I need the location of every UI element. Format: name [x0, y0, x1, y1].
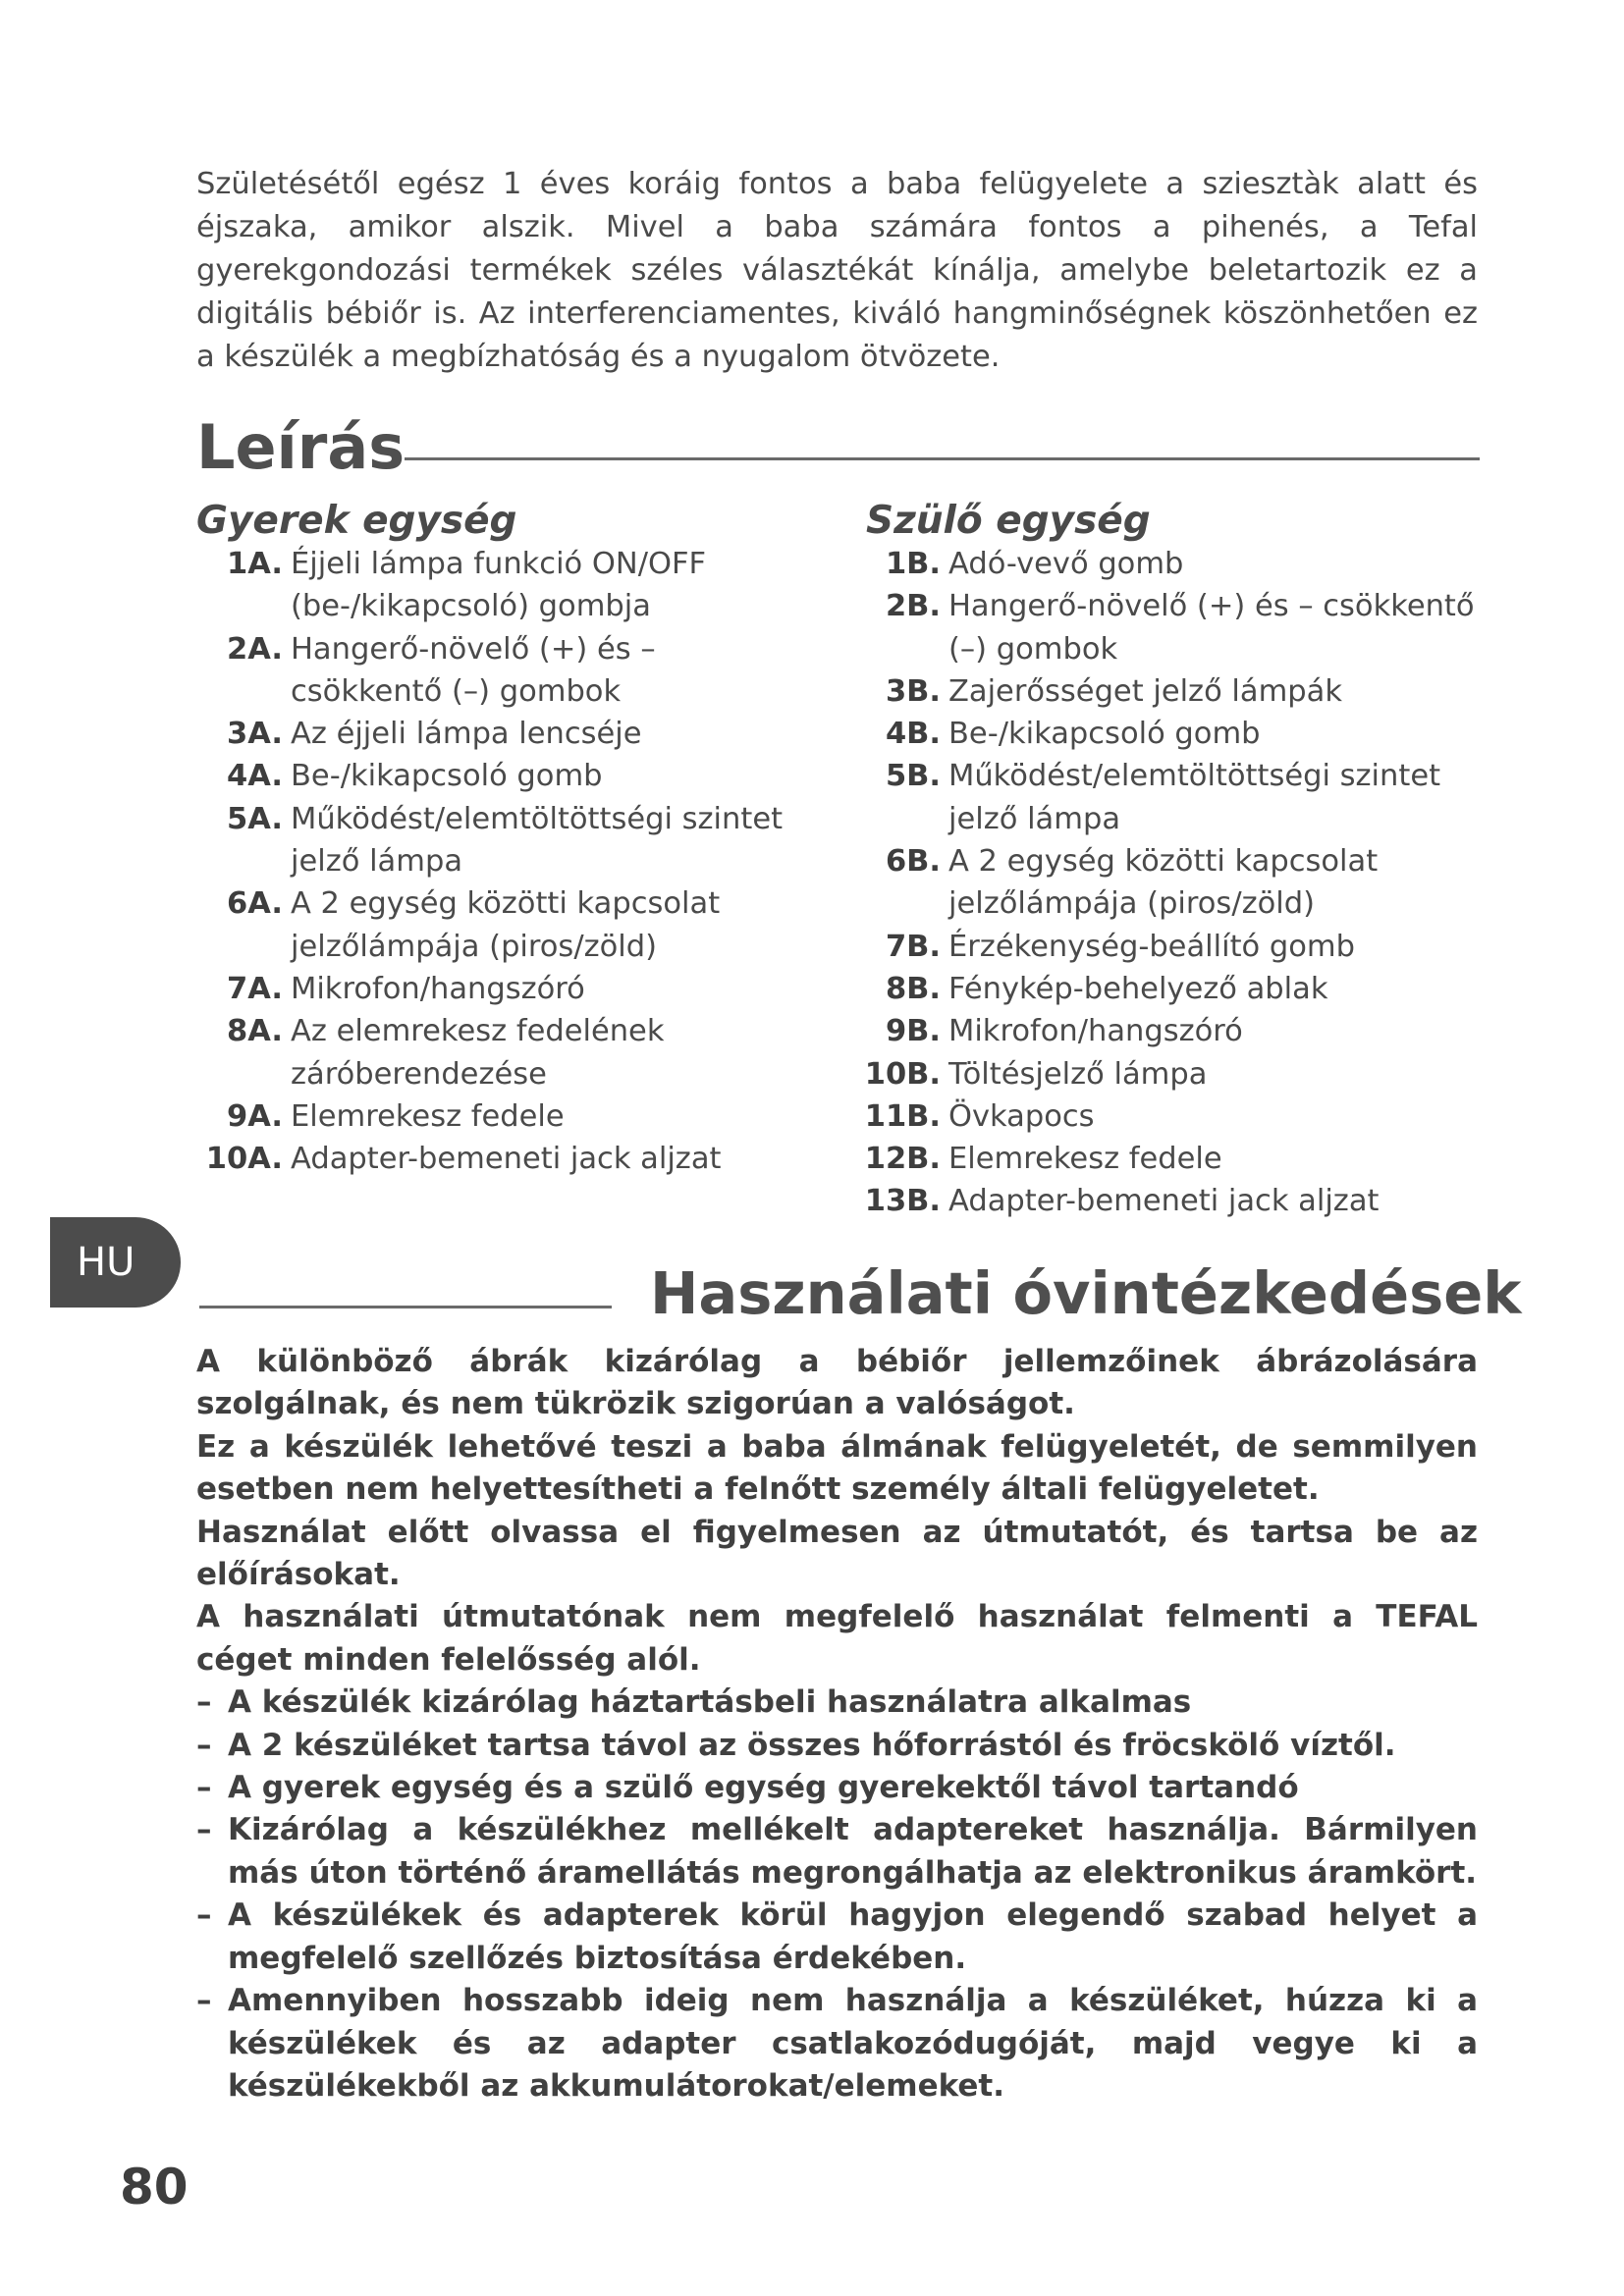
- item-code: 10B.: [864, 1056, 941, 1092]
- item-text: Elemrekesz fedele: [291, 1098, 565, 1134]
- item-code: 9B.: [885, 1014, 941, 1049]
- item-text: Az elemrekesz fedelének záróberendezése: [291, 1014, 665, 1092]
- child-unit-title: Gyerek egység: [196, 499, 517, 543]
- intro-paragraph: Születésétől egész 1 éves koráig fontos a baba felügyelete a sziesztàk alatt és éjszaka, amikor alszik. Mivel a baba számára fontos a pihenés, a Tefal gyerekgondozási termékek széles választékát kínálja, amelybe beletartozik ez a digitális bébiőr is. Az interferenciamentes, kiváló hangminőségnek köszönhetően ez a készülék a megbízhatóság és a nyugalom ötvözete.: [196, 167, 1478, 374]
- item-code: 3A.: [227, 717, 283, 752]
- item-text: Adapter-bemeneti jack aljzat: [291, 1142, 722, 1177]
- item-text: Az éjjeli lámpa lencséje: [291, 717, 642, 752]
- list-item: [854, 1138, 1483, 1180]
- precaution-bullets: [196, 1682, 1478, 2108]
- dash-marker: –: [196, 1812, 212, 1848]
- bullet-item: [196, 1809, 1478, 1895]
- list-item: [854, 1180, 1483, 1222]
- item-code: 10A.: [205, 1142, 283, 1177]
- item-code: 7B.: [885, 929, 941, 964]
- list-item: [854, 585, 1483, 670]
- precaution-paragraph: Használat előtt olvassa el figyelmesen az útmutatót, és tartsa be az előírásokat.: [196, 1514, 1478, 1593]
- page-number: 80: [120, 2159, 189, 2216]
- item-code: 8A.: [227, 1014, 283, 1049]
- item-text: Töltésjelző lámpa: [948, 1056, 1208, 1092]
- dash-marker: –: [196, 1770, 212, 1806]
- item-text: Működést/elemtöltöttségi szintet jelző lámpa: [291, 801, 784, 880]
- item-code: 11B.: [864, 1098, 941, 1134]
- item-text: Övkapocs: [948, 1098, 1095, 1134]
- list-item: [854, 840, 1483, 926]
- item-text: Mikrofon/hangszóró: [291, 971, 585, 1006]
- item-text: A 2 egység közötti kapcsolat jelzőlámpája (piros/zöld): [948, 844, 1379, 922]
- parent-unit-list: [854, 543, 1483, 1223]
- precautions-body: [196, 1341, 1478, 2108]
- item-code: 1B.: [885, 547, 941, 581]
- description-heading: Leírás: [196, 411, 406, 483]
- dash-marker: –: [196, 1727, 212, 1763]
- dash-marker: –: [196, 1983, 212, 2019]
- list-item: [196, 1010, 805, 1095]
- list-item: [854, 713, 1483, 755]
- item-code: 1A.: [227, 547, 283, 581]
- bullet-text: A gyerek egység és a szülő egység gyerekektől távol tartandó: [228, 1770, 1299, 1806]
- precaution-paragraph: A használati útmutatónak nem megfelelő használat felmenti a TEFAL céget minden felelősség alól.: [196, 1599, 1478, 1678]
- bullet-item: [196, 1767, 1478, 1809]
- item-text: Éjjeli lámpa funkció ON/OFF (be-/kikapcsoló) gombja: [291, 547, 707, 624]
- precaution-paragraph: Ez a készülék lehetővé teszi a baba álmának felügyeletét, de semmilyen esetben nem helyettesítheti a felnőtt személy általi felügyeletet.: [196, 1428, 1478, 1508]
- item-code: 4A.: [227, 759, 283, 794]
- item-text: Működést/elemtöltöttségi szintet jelző lámpa: [948, 759, 1441, 836]
- list-item: [854, 968, 1483, 1010]
- list-item: [854, 926, 1483, 968]
- child-unit-list: [196, 543, 805, 1180]
- list-item: [196, 755, 805, 797]
- list-item: [196, 543, 805, 628]
- list-item: [196, 798, 805, 883]
- language-tab: HU: [50, 1217, 181, 1308]
- item-code: 3B.: [885, 673, 941, 709]
- item-text: Elemrekesz fedele: [948, 1142, 1222, 1177]
- bullet-item: [196, 1682, 1478, 1724]
- list-item: [196, 882, 805, 968]
- list-item: [854, 1095, 1483, 1138]
- list-item: [196, 1095, 805, 1138]
- bullet-text: Amennyiben hosszabb ideig nem használja a készüléket, húzza ki a készülékek és az adapter csatlakozódugóját, majd vegye ki a készülékekből az akkumulátorokat/elemeket.: [228, 1983, 1478, 2104]
- item-code: 7A.: [227, 971, 283, 1006]
- item-code: 2B.: [885, 589, 941, 624]
- item-code: 12B.: [864, 1142, 941, 1177]
- list-item: [196, 1138, 805, 1180]
- list-item: [854, 543, 1483, 585]
- list-item: [196, 628, 805, 714]
- item-text: Fénykép-behelyező ablak: [948, 971, 1328, 1006]
- bullet-text: Kizárólag a készülékhez mellékelt adaptereket használja. Bármilyen más úton történő áramellátás megrongálhatja az elektronikus áramkört.: [228, 1812, 1478, 1891]
- item-text: Hangerő-növelő (+) és – csökkentő (–) gombok: [291, 631, 656, 709]
- item-code: 13B.: [864, 1184, 941, 1219]
- item-text: Hangerő-növelő (+) és – csökkentő (–) gombok: [948, 589, 1475, 667]
- list-item: [854, 1053, 1483, 1095]
- precaution-paragraph: A különböző ábrák kizárólag a bébiőr jellemzőinek ábrázolására szolgálnak, és nem tükrözik szigorúan a valóságot.: [196, 1344, 1478, 1422]
- item-text: Mikrofon/hangszóró: [948, 1014, 1243, 1049]
- parent-unit-title: Szülő egység: [866, 499, 1151, 543]
- precautions-heading: Használati óvintézkedések: [650, 1259, 1522, 1327]
- item-code: 4B.: [885, 717, 941, 752]
- description-heading-rule: [405, 457, 1480, 460]
- item-text: A 2 egység közötti kapcsolat jelzőlámpája (piros/zöld): [291, 886, 721, 964]
- item-code: 6A.: [227, 886, 283, 922]
- item-code: 9A.: [227, 1098, 283, 1134]
- item-text: Zajerősséget jelző lámpák: [948, 673, 1343, 709]
- list-item: [854, 755, 1483, 840]
- item-code: 5A.: [227, 801, 283, 836]
- item-text: Be-/kikapcsoló gomb: [291, 759, 603, 794]
- dash-marker: –: [196, 1897, 212, 1934]
- item-code: 2A.: [227, 631, 283, 667]
- dash-marker: –: [196, 1684, 212, 1721]
- item-code: 8B.: [885, 971, 941, 1006]
- item-text: Be-/kikapcsoló gomb: [948, 717, 1261, 752]
- item-text: Érzékenység-beállító gomb: [948, 929, 1355, 964]
- bullet-item: [196, 1980, 1478, 2108]
- precautions-heading-rule: [199, 1306, 612, 1308]
- bullet-text: A készülék kizárólag háztartásbeli használatra alkalmas: [228, 1684, 1192, 1721]
- list-item: [854, 1010, 1483, 1052]
- list-item: [854, 670, 1483, 713]
- list-item: [196, 968, 805, 1010]
- bullet-item: [196, 1725, 1478, 1767]
- list-item: [196, 713, 805, 755]
- item-code: 6B.: [885, 844, 941, 880]
- bullet-item: [196, 1895, 1478, 1980]
- item-code: 5B.: [885, 759, 941, 794]
- bullet-text: A 2 készüléket tartsa távol az összes hőforrástól és fröcskölő víztől.: [228, 1727, 1396, 1763]
- bullet-text: A készülékek és adapterek körül hagyjon elegendő szabad helyet a megfelelő szellőzés biztosítása érdekében.: [228, 1897, 1478, 1976]
- item-text: Adó-vevő gomb: [948, 547, 1184, 581]
- item-text: Adapter-bemeneti jack aljzat: [948, 1184, 1380, 1219]
